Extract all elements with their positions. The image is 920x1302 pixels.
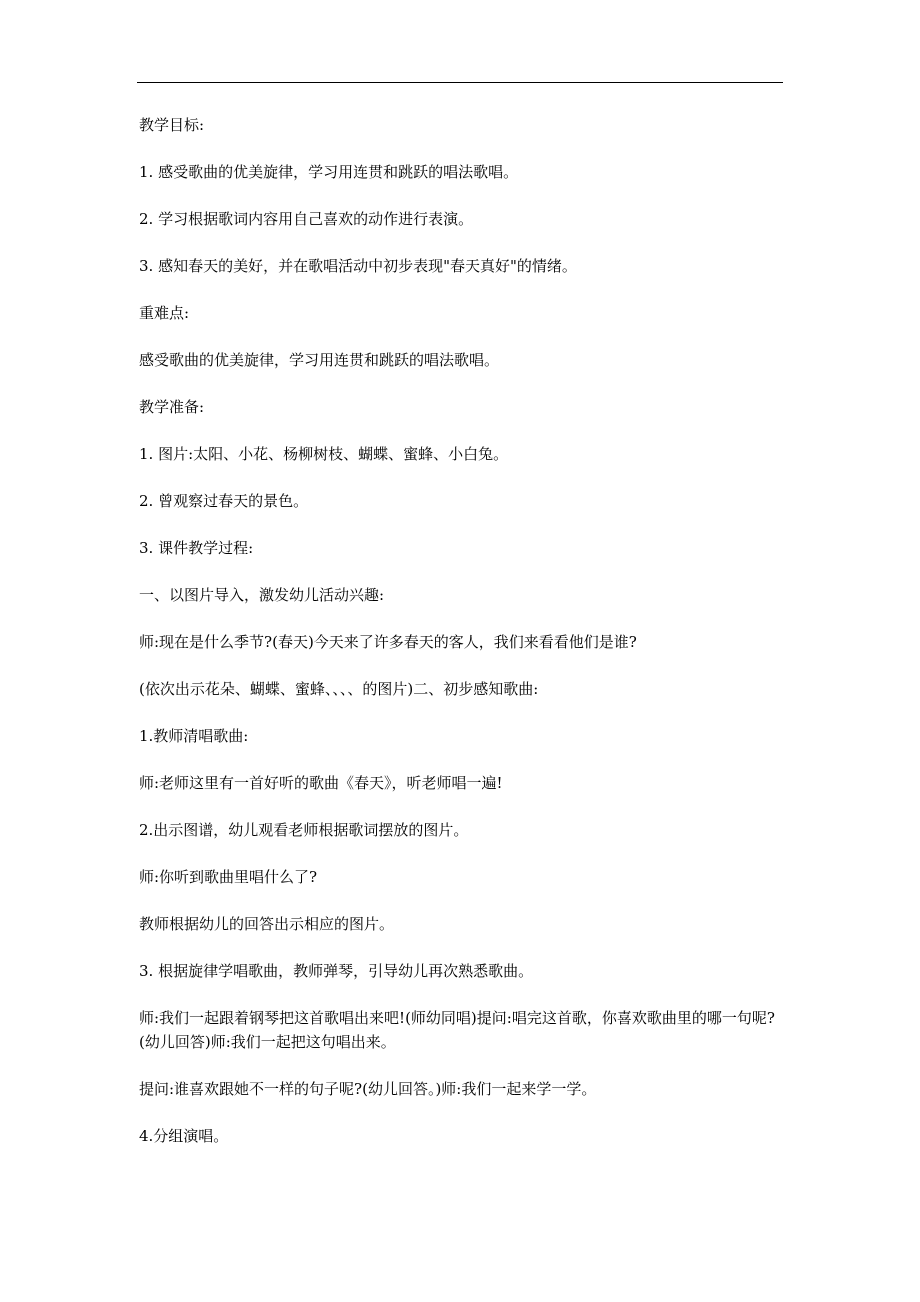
preparation-item-3: 3. 课件教学过程: [139, 539, 254, 557]
document-body [139, 113, 785, 1171]
heading-teaching-goals: 教学目标: [139, 116, 205, 134]
header-rule [137, 82, 783, 83]
teacher-shows-pictures: 教师根据幼儿的回答出示相应的图片。 [139, 915, 395, 933]
preparation-item-2: 2. 曾观察过春天的景色。 [139, 492, 309, 510]
teacher-line-season: 师:现在是什么季节?(春天)今天来了许多春天的客人，我们来看看他们是谁? [139, 633, 637, 651]
goal-item-2: 2. 学习根据歌词内容用自己喜欢的动作进行表演。 [139, 210, 474, 228]
step-1-heading: 1.教师清唱歌曲: [139, 727, 249, 745]
key-point-text: 感受歌曲的优美旋律，学习用连贯和跳跃的唱法歌唱。 [139, 351, 500, 369]
goal-item-1: 1. 感受歌曲的优美旋律，学习用连贯和跳跃的唱法歌唱。 [139, 163, 519, 181]
step-3-line: 3. 根据旋律学唱歌曲，教师弹琴，引导幼儿再次熟悉歌曲。 [139, 962, 534, 980]
step-2-line: 2.出示图谱，幼儿观看老师根据歌词摆放的图片。 [139, 821, 469, 839]
heading-key-points: 重难点: [139, 304, 190, 322]
heading-preparation: 教学准备: [139, 398, 205, 416]
step-4-line: 4.分组演唱。 [139, 1127, 229, 1145]
question-different-sentence: 提问:谁喜欢跟她不一样的句子呢?(幼儿回答。)师:我们一起来学一学。 [139, 1080, 597, 1098]
sing-together-paragraph: 师:我们一起跟着钢琴把这首歌唱出来吧!(师幼同唱)提问:唱完这首歌，你喜欢歌曲里的哪一句呢?(幼儿回答)师:我们一起把这句唱出来。 [139, 1009, 775, 1051]
section-1-heading: 一、以图片导入，激发幼儿活动兴趣: [139, 586, 385, 604]
teacher-question-line: 师:你听到歌曲里唱什么了? [139, 868, 318, 886]
preparation-item-1: 1. 图片:太阳、小花、杨柳树枝、蝴蝶、蜜蜂、小白兔。 [139, 445, 509, 463]
teacher-line-song: 师:老师这里有一首好听的歌曲《春天》，听老师唱一遍! [139, 774, 503, 792]
goal-item-3: 3. 感知春天的美好，并在歌唱活动中初步表现"春天真好"的情绪。 [139, 257, 577, 275]
show-pictures-line: (依次出示花朵、蝴蝶、蜜蜂、、、、的图片)二、初步感知歌曲: [139, 680, 539, 698]
